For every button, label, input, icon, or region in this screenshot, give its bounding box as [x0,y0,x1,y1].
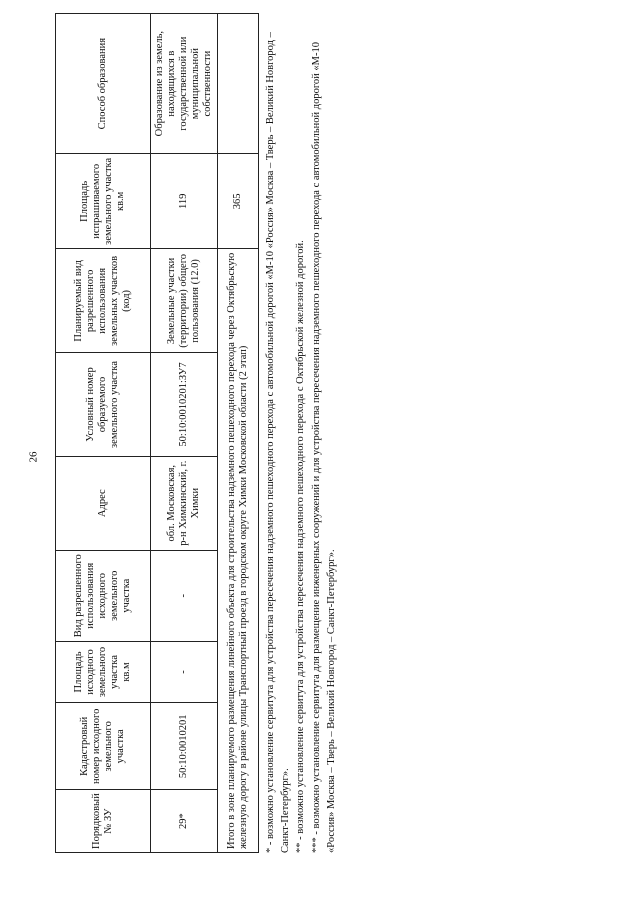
header-cell: Вид разрешенного использования исходного земельного участка [56,550,151,641]
header-cell: Условный номер образуемого земельного участка [56,353,151,456]
header-cell: Планируемый вид разрешенного использования земельных участков (код) [56,249,151,353]
page-number: 26 [27,451,40,463]
total-row [218,14,259,853]
table-cell: Образование из земель, находящихся в государственной или муниципальной собственности [151,14,218,154]
total-value: 365 [218,154,259,249]
header-cell: Способ образования [56,14,151,154]
table-cell: - [151,641,218,703]
header-cell: Кадастровый номер исходного земельного участка [56,703,151,790]
footnote: *** - возможно установление сервитута для размещение инженерных сооружений и для устройства пересечения надземного пешеходного перехода с автомобильной дорогой «М-10 «Россия» Москва – Тверь – Великий Новгород – Санкт-Петербург». [310,42,337,853]
footnote: ** - возможно установление сервитута для устройства пересечения надземного пешеходного перехода с Октябрьской железной дорогой. [295,240,307,853]
table-header-row [56,14,151,853]
header-cell: Адрес [56,456,151,550]
total-empty-cell [218,14,259,154]
rotated-content [55,13,355,853]
table-cell: 50:10:0010201 [151,703,218,790]
footnotes [263,13,339,853]
header-cell: Площадь исходного земельного участка кв.м [56,641,151,703]
header-cell: Порядковый № ЗУ [56,790,151,853]
table-cell: Земельные участки (территории) общего пользования (12.0) [151,249,218,353]
land-plot-table [55,13,259,853]
table-cell: обл. Московская, р-н Химкинский, г. Химки [151,456,218,550]
footnote: * - возможно установление сервитута для устройства пересечения надземного пешеходного перехода с автомобильной дорогой «М-10 «Россия» Москва – Тверь – Великий Новгород – Санкт-Петербург». [265,32,292,853]
total-label: Итого в зоне планируемого размещения линейного объекта для строительства надземного пешеходного перехода через Октябрьскую железную дорогу в районе улицы Транспортный проезд в городском округе Химки Московской области (2 этап) [218,249,259,853]
table-cell: - [151,550,218,641]
table-cell: 119 [151,154,218,249]
table-cell: 50:10:0010201:ЗУ7 [151,353,218,456]
table-cell: 29* [151,790,218,853]
header-cell: Площадь испрашиваемого земельного участка кв.м [56,154,151,249]
table-row [151,14,218,853]
